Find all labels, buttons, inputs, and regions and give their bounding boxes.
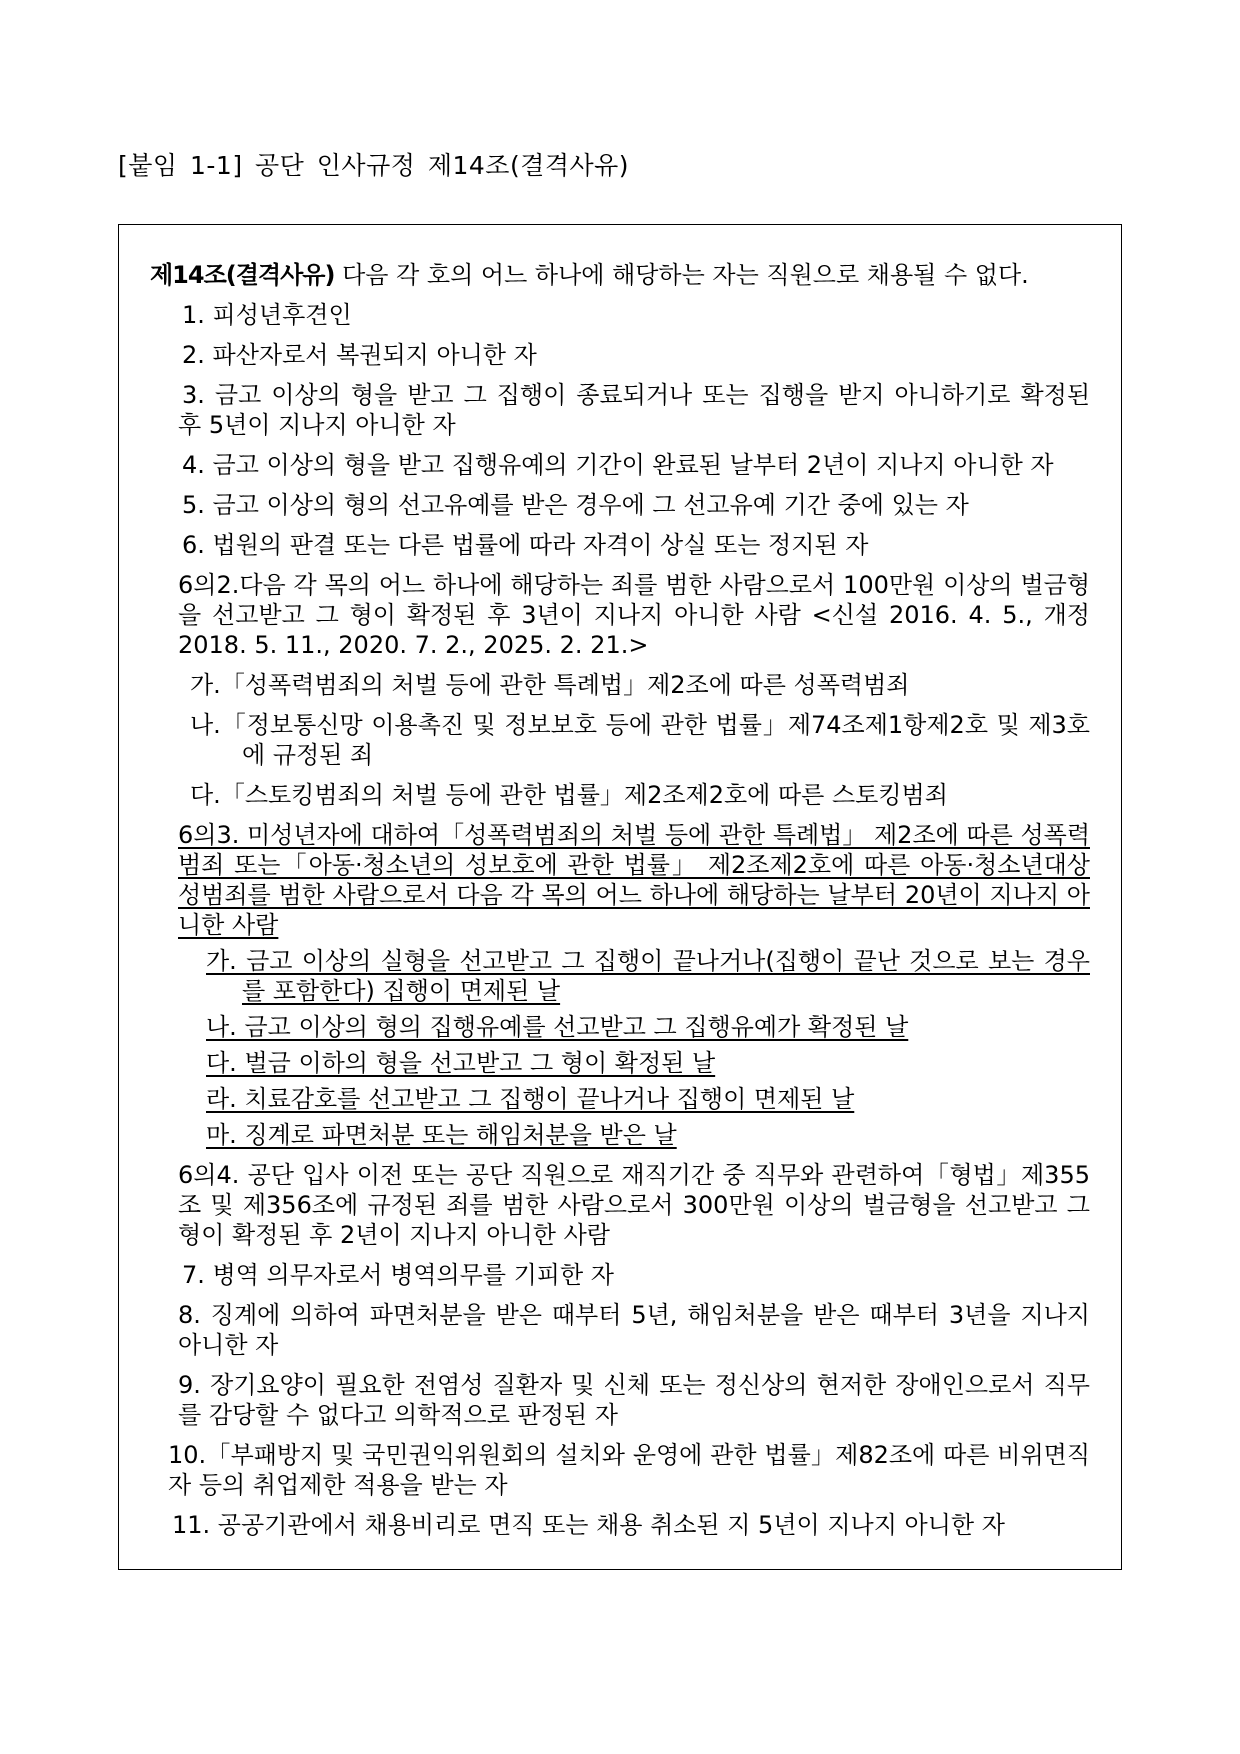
item-6-3-sub-ma [150, 1120, 1090, 1150]
item-6-3-sub-na [150, 1012, 1090, 1042]
item-6-3 [150, 820, 1090, 940]
item-8: 8. 징계에 의하여 파면처분을 받은 때부터 5년, 해임처분을 받은 때부터 3년을 지나지 아니한 자 [178, 1301, 1090, 1359]
item-6-3-text: 6의3. 미성년자에 대하여「성폭력범죄의 처벌 등에 관한 특례법」 제2조에 따른 성폭력범죄 또는「아동·청소년의 성보호에 관한 법률」 제2조제2호에 따른 아동·청소년대상 성범죄를 범한 사람으로서 다음 각 목의 어느 하나에 해당하는 날부터 20년이 지나지 아니한 사람 [178, 821, 1090, 939]
item-1: 1. 피성년후견인 [182, 301, 352, 329]
item-6-3-sub-da [150, 1048, 1090, 1078]
item-4: 4. 금고 이상의 형을 받고 집행유예의 기간이 완료된 날부터 2년이 지나지 아니한 자 [182, 451, 1054, 479]
item-9: 9. 장기요양이 필요한 전염성 질환자 및 신체 또는 정신상의 현저한 장애인으로서 직무를 감당할 수 없다고 의학적으로 판정된 자 [178, 1371, 1090, 1429]
item-6-2: 6의2.다음 각 목의 어느 하나에 해당하는 죄를 범한 사람으로서 100만원 이상의 벌금형을 선고받고 그 형이 확정된 후 3년이 지나지 아니한 사람 <신설 2016. 4. 5., 개정 2018. 5. 11., 2020. 7. 2., 2025. 2. 21.> [178, 571, 1090, 659]
item-6-3-sub-da-text: 다. 벌금 이하의 형을 선고받고 그 형이 확정된 날 [206, 1049, 716, 1077]
item-6-3-sub-ra [150, 1084, 1090, 1114]
item-6-3-sub-ra-text: 라. 치료감호를 선고받고 그 집행이 끝나거나 집행이 면제된 날 [206, 1085, 855, 1113]
item-11: 11. 공공기관에서 채용비리로 면직 또는 채용 취소된 지 5년이 지나지 아니한 자 [172, 1511, 1005, 1539]
item-6-2-sub-na: 나.「정보통신망 이용촉진 및 정보보호 등에 관한 법률」제74조제1항제2호 및 제3호에 규정된 죄 [190, 711, 1090, 769]
item-6-3-sub-ma-text: 마. 징계로 파면처분 또는 해임처분을 받은 날 [206, 1121, 677, 1149]
attachment-heading: [붙임 1-1] 공단 인사규정 제14조(결격사유) [118, 151, 630, 180]
article-intro-text: 다음 각 호의 어느 하나에 해당하는 자는 직원으로 채용될 수 없다. [334, 261, 1029, 289]
article-intro [150, 260, 1090, 290]
item-5: 5. 금고 이상의 형의 선고유예를 받은 경우에 그 선고유예 기간 중에 있는 자 [182, 491, 969, 519]
item-6-2-sub-ga: 가.「성폭력범죄의 처벌 등에 관한 특례법」제2조에 따른 성폭력범죄 [190, 671, 910, 699]
item-6-3-sub-na-text: 나. 금고 이상의 형의 집행유예를 선고받고 그 집행유예가 확정된 날 [206, 1013, 909, 1041]
item-6-2-sub-da: 다.「스토킹범죄의 처벌 등에 관한 법률」제2조제2호에 따른 스토킹범죄 [190, 781, 948, 809]
regulation-content [150, 260, 1090, 1550]
item-6-4: 6의4. 공단 입사 이전 또는 공단 직원으로 재직기간 중 직무와 관련하여「형법」제355조 및 제356조에 규정된 죄를 범한 사람으로서 300만원 이상의 벌금형을 선고받고 그 형이 확정된 후 2년이 지나지 아니한 사람 [178, 1161, 1090, 1249]
article-title: 제14조(결격사유) [150, 261, 335, 289]
item-7: 7. 병역 의무자로서 병역의무를 기피한 자 [182, 1261, 614, 1289]
item-6-3-sub-ga [150, 946, 1090, 1006]
item-6-3-sub-ga-text: 가. 금고 이상의 실형을 선고받고 그 집행이 끝나거나(집행이 끝난 것으로 보는 경우를 포함한다) 집행이 면제된 날 [206, 947, 1090, 1005]
item-6: 6. 법원의 판결 또는 다른 법률에 따라 자격이 상실 또는 정지된 자 [182, 531, 869, 559]
item-2: 2. 파산자로서 복권되지 아니한 자 [182, 341, 537, 369]
item-10: 10.「부패방지 및 국민권익위원회의 설치와 운영에 관한 법률」제82조에 따른 비위면직자 등의 취업제한 적용을 받는 자 [168, 1441, 1090, 1499]
item-3: 3. 금고 이상의 형을 받고 그 집행이 종료되거나 또는 집행을 받지 아니하기로 확정된 후 5년이 지나지 아니한 자 [178, 381, 1090, 439]
